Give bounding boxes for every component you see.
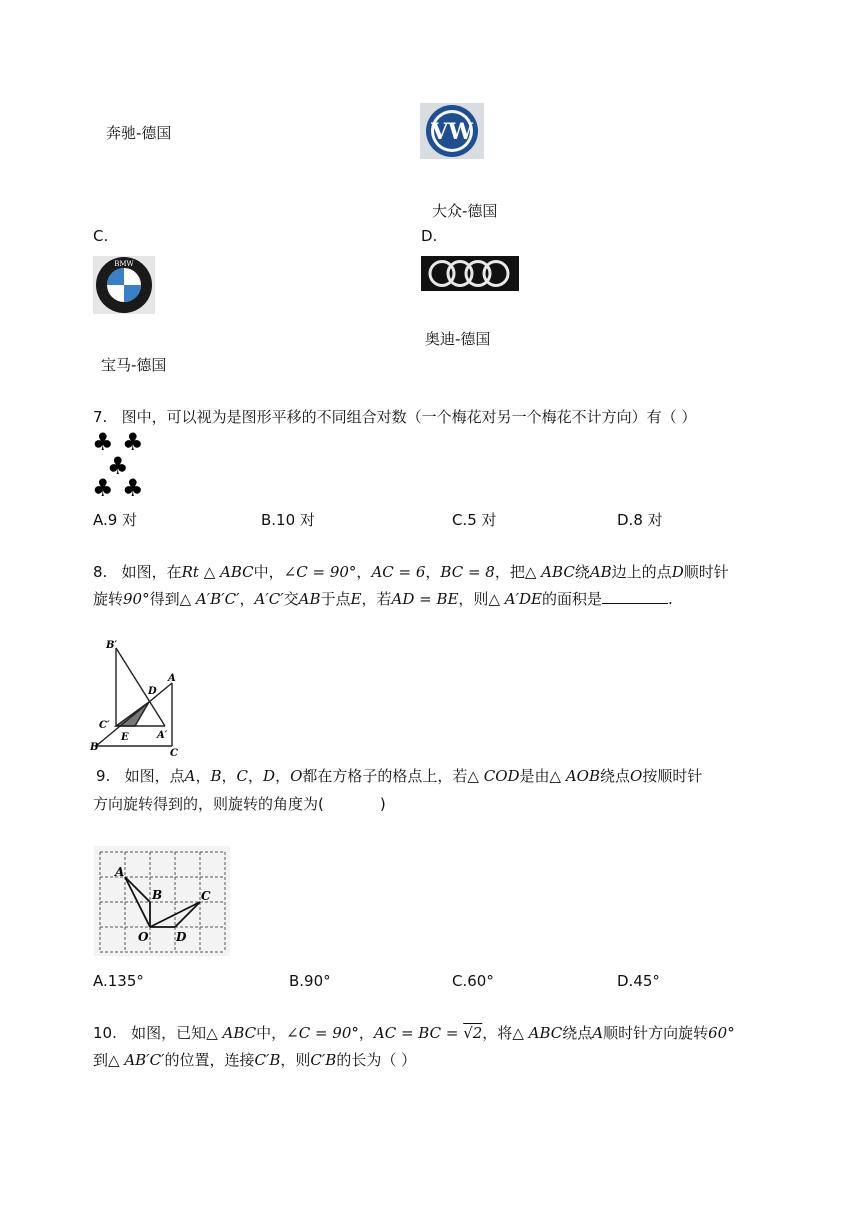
q8-stem-line2: [93, 588, 673, 609]
q8-rotation-figure: [88, 636, 188, 758]
label-e: E: [121, 732, 129, 743]
q7-number: 7.: [93, 408, 108, 426]
q9-number: 9.: [96, 767, 111, 785]
q9-text: ，: [195, 767, 211, 785]
q9-option-d[interactable]: D.45°: [617, 972, 660, 990]
q9-math: B: [210, 767, 222, 785]
q7-stem: [93, 406, 696, 427]
q10-stem-line1: [93, 1022, 735, 1043]
q8-math: AB: [298, 590, 321, 608]
q8-text: ，把: [494, 563, 525, 581]
label-d: D: [148, 686, 157, 697]
q8-math: △ ABC: [524, 563, 575, 581]
bmw-logo: [93, 256, 155, 314]
q10-sqrt: √2: [463, 1024, 483, 1042]
q10-number: 10.: [93, 1024, 117, 1042]
q10-math: △ ABC: [206, 1024, 257, 1042]
q9-math: △ COD: [467, 767, 520, 785]
q8-answer-blank[interactable]: [602, 589, 668, 604]
vw-logo-text: VW: [431, 119, 473, 145]
q8-math: △ A′B′C′: [179, 590, 240, 608]
club-icon: ♣: [107, 452, 129, 480]
q9-text: 绕点: [600, 767, 631, 785]
q9-text: ，: [275, 767, 291, 785]
label-c-prime: C′: [99, 720, 110, 731]
audi-caption: 奥迪-德国: [425, 330, 491, 348]
q10-stem-line2: [93, 1049, 416, 1070]
audi-logo: [421, 256, 519, 291]
q8-math: A′C′: [254, 590, 284, 608]
q10-text: ，将: [482, 1024, 513, 1042]
bmw-caption: 宝马-德国: [101, 356, 167, 374]
q10-text: 如图，已知: [131, 1024, 207, 1042]
q8-text: 交: [283, 590, 299, 608]
q8-text: 绕: [574, 563, 590, 581]
q10-math: △ ABC: [512, 1024, 563, 1042]
q7-option-b[interactable]: B.10 对: [261, 511, 315, 529]
q10-text: 的长为（ ）: [336, 1051, 417, 1069]
label-b: B: [152, 888, 163, 902]
bmw-logo-graphic: [93, 256, 155, 314]
option-c-label: C.: [93, 227, 109, 245]
q8-text: 的面积是: [541, 590, 602, 608]
q7-text: 图中，可以视为是图形平移的不同组合对数（一个梅花对另一个梅花不计方向）有（ ）: [121, 408, 697, 426]
q9-grid-figure: [94, 846, 230, 956]
q9-text: ): [379, 795, 386, 813]
q7-option-c[interactable]: C.5 对: [452, 511, 497, 529]
q8-math: AD = BE: [391, 590, 459, 608]
audi-rings-icon: [421, 256, 519, 291]
q10-text: ，: [358, 1024, 374, 1042]
q8-math: AC = 6: [371, 563, 426, 581]
q9-math: A: [184, 767, 196, 785]
q8-text: ，: [356, 563, 372, 581]
q7-option-d[interactable]: D.8 对: [617, 511, 663, 529]
q8-text: ，: [425, 563, 441, 581]
q9-option-b[interactable]: B.90°: [289, 972, 331, 990]
q10-text: 中，: [256, 1024, 287, 1042]
q8-math: ∠C = 90°: [283, 563, 357, 581]
q9-text: 按顺时针: [642, 767, 703, 785]
q9-option-a[interactable]: A.135°: [93, 972, 144, 990]
bmw-logo-text: BMW: [114, 260, 134, 268]
q10-text: 顺时针方向旋转: [603, 1024, 709, 1042]
q8-text: 中，: [253, 563, 284, 581]
q8-math: 90°: [123, 590, 150, 608]
q9-text: 方向旋转得到的，则旋转的角度为(: [93, 795, 324, 813]
q8-stem-line1: [93, 561, 729, 582]
q9-math: D: [263, 767, 276, 785]
vw-logo-graphic: [420, 103, 484, 159]
q10-text: 到: [93, 1051, 109, 1069]
q9-text: 如图，点: [124, 767, 185, 785]
label-d: D: [176, 930, 187, 944]
q8-math: D: [671, 563, 684, 581]
q8-math: Rt △ ABC: [181, 563, 254, 581]
q9-text: 是由: [519, 767, 550, 785]
q9-stem-line2: [93, 793, 386, 814]
q10-math: AC = BC =: [373, 1024, 464, 1042]
label-a: A: [115, 865, 125, 879]
q8-text: ，若: [361, 590, 392, 608]
q8-math: △ A′DE: [488, 590, 542, 608]
q8-text: .: [667, 590, 673, 608]
q9-text: ，: [221, 767, 237, 785]
q8-text: 顺时针: [683, 563, 729, 581]
q10-math: ∠C = 90°: [286, 1024, 359, 1042]
label-b-prime: B′: [106, 640, 118, 651]
q10-text: 的位置，连接: [164, 1051, 255, 1069]
label-a: A: [168, 673, 176, 684]
q10-math: 60°: [708, 1024, 735, 1042]
label-c: C: [201, 889, 211, 903]
q8-number: 8.: [93, 563, 108, 581]
vw-caption: 大众-德国: [432, 202, 498, 220]
q8-text: 如图，在: [121, 563, 182, 581]
label-c: C: [170, 748, 178, 758]
q10-math: C′B: [310, 1051, 337, 1069]
q9-text: 都在方格子的格点上，若: [302, 767, 468, 785]
label-o: O: [138, 930, 149, 944]
label-a-prime: A′: [157, 730, 168, 741]
q8-text: 边上的点: [611, 563, 672, 581]
q10-math: C′B: [254, 1051, 281, 1069]
q8-math: BC = 8: [440, 563, 495, 581]
option-d-label: D.: [421, 227, 438, 245]
q7-clubs-figure: [92, 430, 148, 502]
q8-text: 得到: [149, 590, 180, 608]
q9-stem-line1: [96, 765, 702, 786]
q8-math: E: [350, 590, 362, 608]
q8-math: AB: [589, 563, 612, 581]
benz-caption: 奔驰-德国: [106, 124, 172, 142]
q8-text: 于点: [320, 590, 351, 608]
q9-math: C: [236, 767, 249, 785]
club-icon: ♣: [92, 474, 114, 502]
q9-math: O: [630, 767, 643, 785]
q8-text: ，: [239, 590, 255, 608]
q10-math: △ AB′C′: [108, 1051, 165, 1069]
club-icon: ♣: [92, 428, 114, 456]
q9-math: O: [290, 767, 303, 785]
q10-math: A: [592, 1024, 604, 1042]
q10-text: 绕点: [562, 1024, 593, 1042]
q8-text: ，则: [458, 590, 489, 608]
q9-option-c[interactable]: C.60°: [452, 972, 494, 990]
vw-logo: [420, 103, 484, 159]
club-icon: ♣: [122, 474, 144, 502]
label-b: B: [90, 742, 99, 753]
q10-text: ，则: [280, 1051, 311, 1069]
q9-math: △ AOB: [549, 767, 601, 785]
q9-text: ，: [248, 767, 264, 785]
q8-text: 旋转: [93, 590, 124, 608]
q7-option-a[interactable]: A.9 对: [93, 511, 138, 529]
club-icon: ♣: [122, 428, 144, 456]
